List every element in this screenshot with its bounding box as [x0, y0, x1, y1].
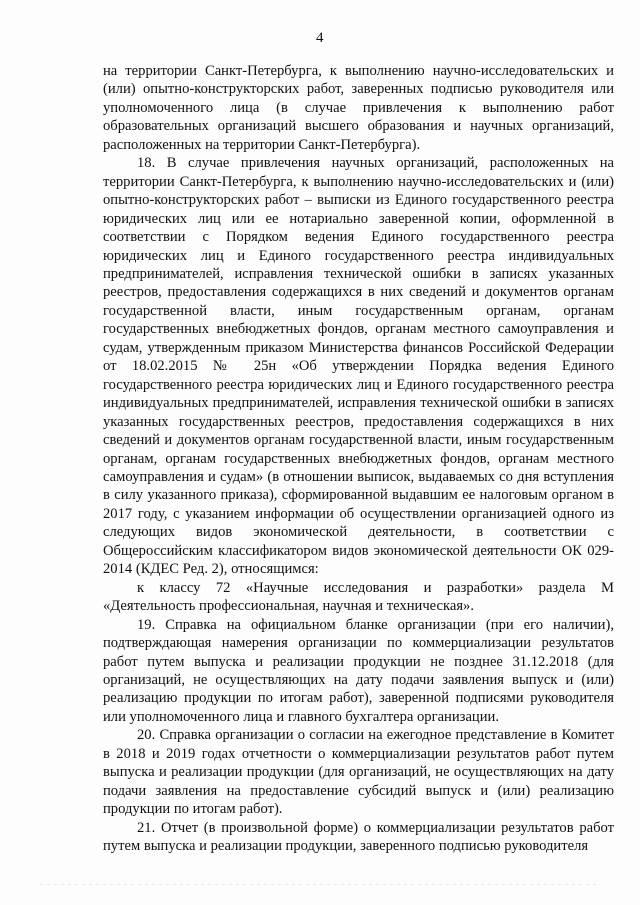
document-body — [103, 62, 614, 855]
paragraph-class-72: к классу 72 «Научные исследования и разработки» раздела М «Деятельность профессиональная, научная и техническая». — [103, 579, 614, 615]
paragraph-item-19: 19. Справка на официальном бланке организации (при его наличии), подтверждающая намерения организации по коммерциализации результатов работ путем выпуска и реализации продукции не позднее 31.12.2018 (для организаций, не осуществляющих на дату подачи заявления выпуск и (или) реализацию продукции по итогам работ), заверенной подписями руководителя или уполномоченного лица и главного бухгалтера организации. — [103, 616, 614, 725]
scan-artifact-line — [40, 884, 600, 885]
paragraph-item-18: 18. В случае привлечения научных организаций, расположенных на территории Санкт-Петербурга, к выполнению научно-исследовательских и (или) опытно-конструкторских работ – выписки из Единого государственного реестра юридических лиц или ее нотариально заверенной копии, оформленной в соответствии с Порядком ведения Единого государственного реестра юридических лиц и Единого государственного реестра индивидуальных предпринимателей, исправления технической ошибки в записях указанных реестров, предоставления содержащихся в них сведений и документов органам государственной власти, иным государственным органам, органам государственных внебюджетных фондов, органам местного самоуправления и судам, утвержденным приказом Министерства финансов Российской Федерации от 18.02.2015 № 25н «Об утверждении Порядка ведения Единого государственного реестра юридических лиц и Единого государственного реестра индивидуальных предпринимателей, исправления технической ошибки в записях указанных государственных реестров, предоставления содержащихся в них сведений и документов органам государственной власти, иным государственным органам, органам государственных внебюджетных фондов, органам местного самоуправления и судам» (в отношении выписок, выдаваемых со дня вступления в силу указанного приказа), сформированной выдавшим ее налоговым органом в 2017 году, с указанием информации об осуществлении организацией одного из следующих видов экономической деятельности, в соответствии с Общероссийским классификатором видов экономической деятельности ОК 029-2014 (КДЕС Ред. 2), относящимся: — [103, 155, 614, 578]
page-number: 4 — [316, 30, 324, 46]
paragraph-item-20: 20. Справка организации о согласии на ежегодное представление в Комитет в 2018 и 2019 годах отчетности о коммерциализации результатов работ путем выпуска и реализации продукции (для организаций, не осуществляющих на дату подачи заявления на предоставление субсидий выпуск и (или) реализацию продукции по итогам работ). — [103, 727, 614, 818]
paragraph-item-21: 21. Отчет (в произвольной форме) о коммерциализации результатов работ путем выпуска и реализации продукции, заверенного подписью руководителя — [103, 819, 614, 855]
paragraph-continuation: на территории Санкт-Петербурга, к выполнению научно-исследовательских и (или) опытно-конструкторских работ, заверенных подписью руководителя или уполномоченного лица (в случае привлечения к выполнению работ образовательных организаций высшего образования и научных организаций, расположенных на территории Санкт-Петербурга). — [103, 63, 614, 153]
